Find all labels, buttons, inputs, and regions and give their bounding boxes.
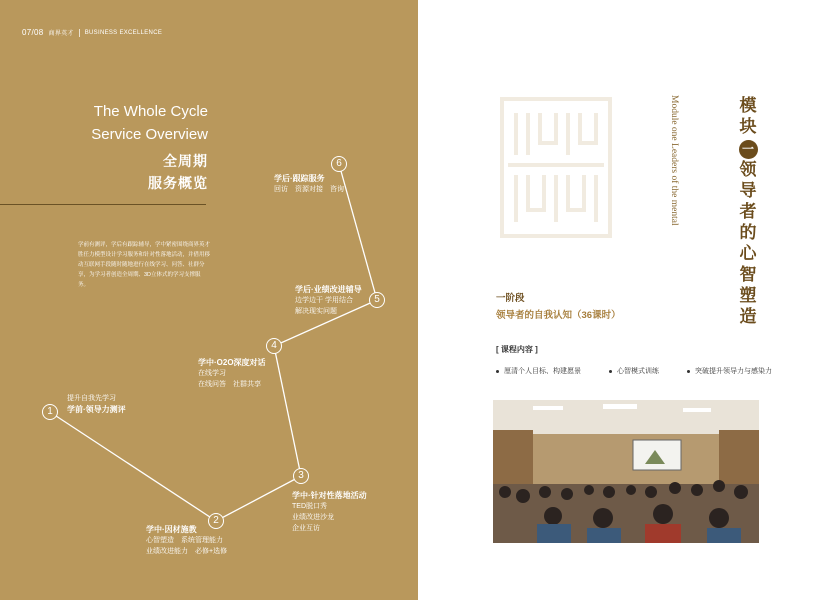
module-char: 者 [739,202,757,221]
course-content-heading: [ 课程内容 ] [496,345,538,354]
list-item [687,366,772,376]
intro-paragraph: 学前有测评，学后有跟踪辅导，学中紧密围绕商界英才胜任力模型设计学习服务和针对性落地活动，并借用移动互联网手段随时随地进行在线学习、问答、社群分享，为学习者创造全周期、3D立体式的学习支撑服务。 [78,242,211,288]
module-char: 造 [739,307,757,326]
module-en-line-2: Leaders of the mental [669,143,679,226]
stage-title: 一阶段 [496,293,525,304]
bullet-icon [496,370,499,373]
step-3-line-3: 企业互访 [292,525,320,532]
bullet-icon [687,370,690,373]
bullet-icon [609,370,612,373]
title-cn-line-2: 服务概览 [148,175,208,191]
step-6-node: 6 [331,156,347,172]
list-item [609,366,659,376]
step-4-title: 学中·O2O深度对话 [198,358,266,367]
brand-en: BUSINESS EXCELLENCE [84,29,163,36]
step-6-line-1: 回访 资源对接 咨询 [274,186,344,193]
step-3-label [292,490,367,534]
classroom-photo [493,400,759,543]
step-3-line-2: 业绩改进沙龙 [292,514,334,521]
page-number: 07/08 [22,28,44,37]
step-6-label [274,173,344,195]
step-1-title: 学前·领导力测评 [67,405,126,414]
module-title-en [668,95,680,226]
module-char: 的 [739,223,757,242]
title-en-line-1: The Whole Cycle [93,103,208,120]
module-number-badge: 一 [739,140,758,159]
list-item [496,366,581,376]
module-char: 塑 [739,286,757,305]
step-3-node: 3 [293,468,309,484]
step-2-line-1: 心智塑造 系统管理能力 [146,537,223,544]
step-1-pre: 提升自我先学习 [67,395,116,402]
step-3-line-1: TED脱口秀 [292,503,327,510]
module-en-line-1: Module one [669,95,679,141]
module-char: 块 [739,117,757,136]
step-2-node: 2 [208,513,224,529]
step-6-title: 学后·跟踪服务 [274,174,325,183]
module-char: 智 [739,265,757,284]
module-char: 领 [739,160,757,179]
step-2-line-2: 业绩改进能力 必修+选修 [146,548,228,555]
bullet-text: 心智模式训练 [617,368,659,375]
bullet-text: 厘清个人目标、构建愿景 [504,368,581,375]
step-5-label [295,284,362,317]
title-en-line-2: Service Overview [91,126,208,143]
module-title-cn [738,95,758,327]
title-cn-line-1: 全周期 [163,153,208,169]
step-2-label [146,524,227,557]
module-char: 导 [739,181,757,200]
stage-subtitle: 领导者的自我认知（36课时） [496,310,621,321]
bullet-text: 突破提升领导力与感染力 [695,368,772,375]
step-3-title: 学中·针对性落地活动 [292,491,367,500]
step-4-label [198,357,266,390]
module-char: 心 [739,244,757,263]
module-char: 模 [739,96,757,115]
step-5-line-1: 边学边干 学用结合 [295,297,353,304]
stage-heading [496,290,621,324]
step-4-node: 4 [266,338,282,354]
step-1-label [67,393,126,415]
brand-cn: 商界英才 [48,31,74,37]
step-1-node: 1 [42,404,58,420]
step-5-node: 5 [369,292,385,308]
step-5-title: 学后·业绩改进辅导 [295,285,362,294]
step-5-line-2: 解决现实问题 [295,308,337,315]
step-4-line-1: 在线学习 [198,370,226,377]
step-4-line-2: 在线问答 社群共享 [198,381,261,388]
step-2-title: 学中·因材施教 [146,525,197,534]
decorative-pattern [498,95,614,240]
course-bullets [496,366,772,376]
